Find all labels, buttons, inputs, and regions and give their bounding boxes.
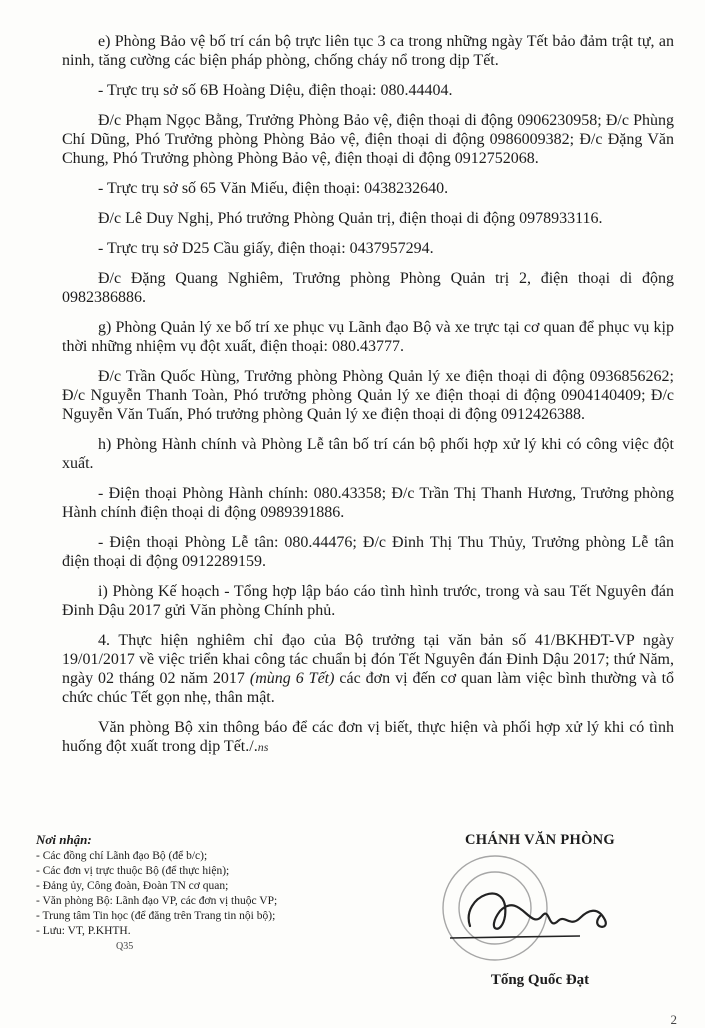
recipients-block <box>36 832 376 954</box>
signer-name: Tống Quốc Đạt <box>490 972 590 988</box>
recipient-item: - Đảng ủy, Công đoàn, Đoàn TN cơ quan; <box>36 880 229 892</box>
paragraph-g: g) Phòng Quản lý xe bố trí xe phục vụ Lãnh đạo Bộ và xe trực tại cơ quan để phục vụ kịp thời những nhiệm vụ đột xuất, điện thoại: 080.43777. <box>62 319 674 355</box>
paragraph-4: 4. Thực hiện nghiêm chỉ đạo của Bộ trưởng tại văn bản số 41/BKHĐT-VP ngày 19/01/2017 về việc triển khai công tác chuẩn bị đón Tết Nguyên đán Đinh Dậu 2017; thứ Năm, ngày 02 tháng 02 năm 2017 (mùng 6 Tết) các đơn vị đến cơ quan làm việc bình thường và tổ chức chúc Tết gọn nhẹ, thân mật. <box>62 632 675 706</box>
paragraph-quan-ly-xe-contacts: Đ/c Trần Quốc Hùng, Trưởng phòng Phòng Quản lý xe điện thoại di động 0936856262; Đ/c Nguyễn Thanh Toàn, Phó trưởng phòng Quản lý xe điện thoại di động 0904140409; Đ/c Nguyễn Văn Tuấn, Phó trưởng phòng Quản lý xe điện thoại di động 0912426388. <box>62 368 674 423</box>
handwritten-initial: ns <box>257 740 269 754</box>
closing-paragraph: Văn phòng Bộ xin thông báo để các đơn vị biết, thực hiện và phối hợp xử lý khi có tình huống đột xuất trong dịp Tết./.ns <box>62 719 674 755</box>
paragraph-bao-ve-contacts: Đ/c Phạm Ngọc Bằng, Trưởng Phòng Bảo vệ, điện thoại di động 0906230958; Đ/c Phùng Chí Dũng, Phó Trưởng phòng Phòng Bảo vệ, điện thoại di động 0986009382; Đ/c Đặng Văn Chung, Phó Trưởng phòng Phòng Bảo vệ, điện thoại di động 0912752068. <box>62 112 674 167</box>
paragraph-h: h) Phòng Hành chính và Phòng Lễ tân bố trí cán bộ phối hợp xử lý khi có công việc đột xuất. <box>62 436 674 472</box>
signature-title: CHÁNH VĂN PHÒNG <box>464 832 616 848</box>
paragraph-hanh-chinh: - Điện thoại Phòng Hành chính: 080.43358; Đ/c Trần Thị Thanh Hương, Trưởng phòng Hành chính điện thoại di động 0989391886. <box>62 485 674 521</box>
recipient-item: - Lưu: VT, P.KHTH. <box>36 925 131 937</box>
recipient-item: - Các đơn vị trực thuộc Bộ (để thực hiện); <box>36 865 230 877</box>
page-number: 2 <box>670 1012 677 1027</box>
recipient-item: - Văn phòng Bộ: Lãnh đạo VP, các đơn vị thuộc VP; <box>36 895 278 907</box>
signature-block <box>420 832 660 1002</box>
paragraph-van-mieu: - Trực trụ sở số 65 Văn Miếu, điện thoại: 0438232640. <box>98 180 449 197</box>
paragraph-hoang-dieu: - Trực trụ sở số 6B Hoàng Diệu, điện thoại: 080.44404. <box>98 82 453 99</box>
paragraph-cau-giay: - Trực trụ sở D25 Cầu giấy, điện thoại: 0437957294. <box>98 240 434 257</box>
paragraph-quan-tri-contact: Đ/c Lê Duy Nghị, Phó trưởng Phòng Quản trị, điện thoại di động 0978933116. <box>98 210 603 227</box>
recipients-heading: Nơi nhận: <box>36 832 92 847</box>
paragraph-e: e) Phòng Bảo vệ bố trí cán bộ trực liên tục 3 ca trong những ngày Tết bảo đảm trật tự, an ninh, tăng cường các biện pháp phòng, chống cháy nổ trong dịp Tết. <box>62 33 674 69</box>
italic-note: (mùng 6 Tết) <box>249 670 335 687</box>
paragraph-quan-tri-2-contact: Đ/c Đặng Quang Nghiêm, Trưởng phòng Phòng Quản trị 2, điện thoại di động 0982386886. <box>62 270 674 306</box>
paragraph-i: i) Phòng Kế hoạch - Tổng hợp lập báo cáo tình hình trước, trong và sau Tết Nguyên đán Đinh Dậu 2017 gửi Văn phòng Chính phủ. <box>62 583 674 619</box>
recipient-item: - Trung tâm Tin học (để đăng trên Trang tin nội bộ); <box>36 910 276 922</box>
handwritten-mark: Q35 <box>116 941 134 952</box>
recipient-item: - Các đồng chí Lãnh đạo Bộ (để b/c); <box>36 850 208 862</box>
official-stamp-icon <box>430 836 630 966</box>
paragraph-le-tan: - Điện thoại Phòng Lễ tân: 080.44476; Đ/c Đinh Thị Thu Thủy, Trưởng phòng Lễ tân điện thoại di động 0912289159. <box>62 534 674 570</box>
document-body <box>62 32 674 768</box>
